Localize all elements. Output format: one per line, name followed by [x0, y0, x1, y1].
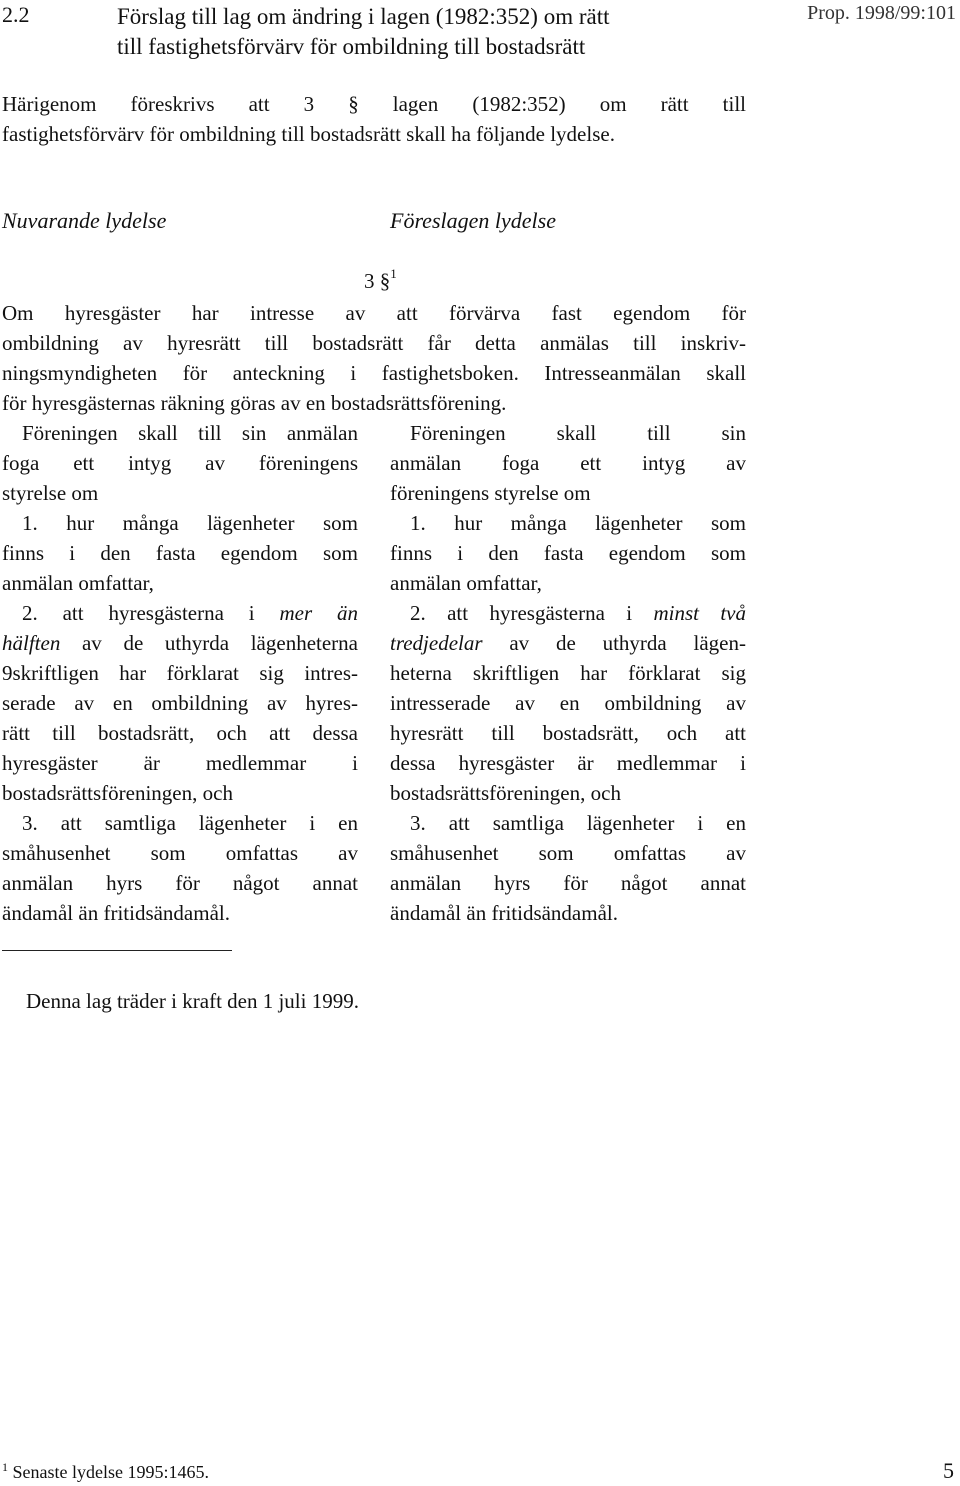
text-line: 3. att samtliga lägenheter i en	[22, 811, 358, 835]
text-line: dessa hyresgäster är medlemmar i	[390, 751, 746, 775]
text-line: rätt till bostadsrätt, och att dessa	[2, 721, 358, 745]
proposition-reference: Prop. 1998/99:101	[807, 2, 956, 24]
proposed-wording-column	[390, 418, 746, 928]
text-line: 1. hur många lägenheter som	[410, 511, 746, 535]
text-line: småhusenhet som omfattas av	[2, 841, 358, 865]
footnote-reference[interactable]: 1	[390, 266, 397, 281]
text-line: hyresgäster är medlemmar i	[2, 751, 358, 775]
emphasized-text: mer än	[279, 601, 358, 625]
section-mark	[364, 268, 397, 294]
text-line: småhusenhet som omfattas av	[390, 841, 746, 865]
shared-line: ombildning av hyresrätt till bostadsrätt får detta anmälas till inskriv-	[2, 331, 746, 355]
section-number: 2.2	[2, 2, 30, 27]
text-line	[390, 598, 746, 628]
shared-line: Om hyresgäster har intresse av att förvärva fast egendom för	[2, 301, 746, 325]
emphasized-text: tredjedelar	[390, 631, 483, 655]
text-line: ändamål än fritidsändamål.	[2, 901, 230, 925]
text-line: hyresrätt till bostadsrätt, och att	[390, 721, 746, 745]
text-line: serade av en ombildning av hyres-	[2, 691, 358, 715]
text-line: föreningens styrelse om	[390, 481, 591, 505]
title-line-1: Förslag till lag om ändring i lagen (1982:352) om rätt	[117, 4, 610, 29]
footnote-divider	[2, 950, 232, 951]
text-fragment: 2. att hyresgästerna i	[410, 601, 654, 625]
current-wording-heading: Nuvarande lydelse	[2, 208, 167, 233]
enactment-clause: Denna lag träder i kraft den 1 juli 1999.	[26, 989, 359, 1013]
text-line	[390, 628, 746, 658]
text-line: intresserade av en ombildning av	[390, 691, 746, 715]
footnote-text: Senaste lydelse 1995:1465.	[12, 1462, 209, 1482]
text-line: anmälan omfattar,	[2, 571, 154, 595]
text-line: anmälan hyrs för något annat	[390, 871, 746, 895]
intro-line-1: Härigenom föreskrivs att 3 § lagen (1982:352) om rätt till	[2, 92, 746, 116]
intro-line-2: fastighetsförvärv för ombildning till bostadsrätt skall ha följande lydelse.	[2, 122, 615, 146]
shared-line: ningsmyndigheten för anteckning i fastighetsboken. Intresseanmälan skall	[2, 361, 746, 385]
text-line: heterna skriftligen har förklarat sig	[390, 661, 746, 685]
text-line: foga ett intyg av föreningens	[2, 451, 358, 475]
text-line: bostadsrättsföreningen, och	[2, 781, 233, 805]
text-line: ändamål än fritidsändamål.	[390, 901, 618, 925]
text-line: Föreningen skall till sin	[410, 421, 746, 445]
footnote-number: 1	[2, 1460, 8, 1474]
text-line: anmälan foga ett intyg av	[390, 451, 746, 475]
text-line: finns i den fasta egendom som	[390, 541, 746, 565]
title-line-2: till fastighetsförvärv för ombildning till bostadsrätt	[117, 34, 586, 59]
text-line: finns i den fasta egendom som	[2, 541, 358, 565]
text-line	[2, 598, 358, 628]
text-fragment: 2. att hyresgästerna i	[22, 601, 280, 625]
shared-line: för hyresgästernas räkning göras av en bostadsrättsförening.	[2, 391, 507, 415]
text-line: 1. hur många lägenheter som	[22, 511, 358, 535]
page-title	[117, 2, 757, 62]
text-fragment: av de uthyrda lägenheterna	[60, 631, 358, 655]
text-line: anmälan omfattar,	[390, 571, 542, 595]
text-line: bostadsrättsföreningen, och	[390, 781, 621, 805]
text-line: 9skriftligen har förklarat sig intres-	[2, 661, 358, 685]
text-fragment: av de uthyrda lägen-	[482, 631, 746, 655]
intro-paragraph	[2, 89, 746, 149]
current-wording-column	[2, 418, 358, 928]
emphasized-text: hälften	[2, 631, 61, 655]
text-line: anmälan hyrs för något annat	[2, 871, 358, 895]
section-mark-text: 3 §	[364, 269, 391, 293]
emphasized-text: minst två	[653, 601, 746, 625]
page-number: 5	[943, 1458, 954, 1483]
shared-paragraph	[2, 298, 746, 418]
text-line: Föreningen skall till sin anmälan	[22, 421, 358, 445]
footnote	[2, 1460, 209, 1483]
text-line: styrelse om	[2, 481, 99, 505]
text-line: 3. att samtliga lägenheter i en	[410, 811, 746, 835]
proposed-wording-heading: Föreslagen lydelse	[390, 208, 556, 233]
text-line	[2, 628, 358, 658]
